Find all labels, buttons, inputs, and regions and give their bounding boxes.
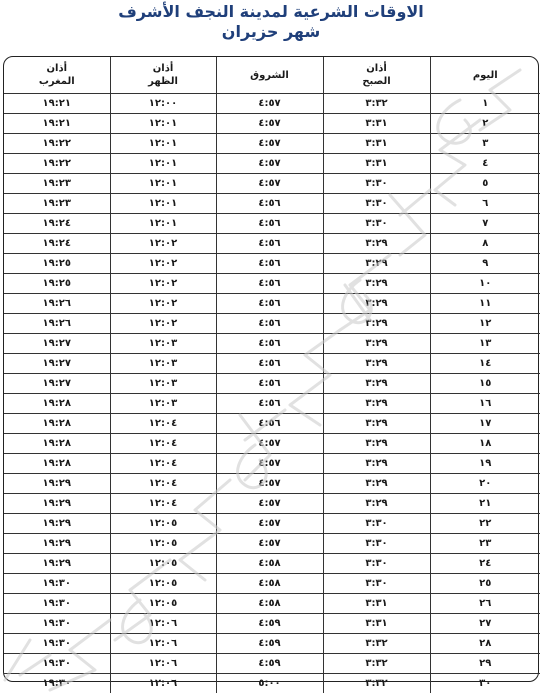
cell-fajr: ٣:٢٩ bbox=[323, 314, 430, 334]
cell-day: ١٤ bbox=[430, 354, 540, 374]
table-row bbox=[4, 454, 540, 474]
cell-maghrib: ١٩:٢٢ bbox=[4, 154, 110, 174]
cell-dhuhr: ١٢:٠٢ bbox=[110, 274, 216, 294]
cell-day: ٢٩ bbox=[430, 654, 540, 674]
cell-sunrise: ٤:٥٧ bbox=[216, 454, 323, 474]
cell-day: ١ bbox=[430, 94, 540, 114]
cell-dhuhr: ١٢:٠٤ bbox=[110, 434, 216, 454]
cell-sunrise: ٤:٥٦ bbox=[216, 354, 323, 374]
cell-dhuhr: ١٢:٠٢ bbox=[110, 254, 216, 274]
cell-fajr: ٣:٢٩ bbox=[323, 434, 430, 454]
cell-day: ٢٥ bbox=[430, 574, 540, 594]
cell-fajr: ٣:٢٩ bbox=[323, 354, 430, 374]
cell-maghrib: ١٩:٢٥ bbox=[4, 254, 110, 274]
table-header-row bbox=[4, 57, 540, 94]
cell-dhuhr: ١٢:٠١ bbox=[110, 194, 216, 214]
column-header-dhuhr-line2: الظهر bbox=[111, 75, 216, 88]
cell-dhuhr: ١٢:٠٤ bbox=[110, 454, 216, 474]
table-row bbox=[4, 674, 540, 693]
cell-fajr: ٣:٢٩ bbox=[323, 254, 430, 274]
cell-sunrise: ٤:٥٩ bbox=[216, 634, 323, 654]
cell-day: ٢٤ bbox=[430, 554, 540, 574]
cell-maghrib: ١٩:٢٨ bbox=[4, 454, 110, 474]
cell-sunrise: ٤:٥٧ bbox=[216, 494, 323, 514]
cell-day: ١٥ bbox=[430, 374, 540, 394]
table-body bbox=[4, 94, 540, 693]
cell-sunrise: ٤:٥٧ bbox=[216, 434, 323, 454]
cell-fajr: ٣:٣٠ bbox=[323, 174, 430, 194]
cell-dhuhr: ١٢:٠٥ bbox=[110, 574, 216, 594]
cell-day: ١٨ bbox=[430, 434, 540, 454]
column-header-fajr-line2: الصبح bbox=[324, 75, 430, 88]
table-row bbox=[4, 94, 540, 114]
cell-fajr: ٣:٣١ bbox=[323, 154, 430, 174]
cell-day: ٢٠ bbox=[430, 474, 540, 494]
cell-fajr: ٣:٣٢ bbox=[323, 674, 430, 693]
prayer-times-table bbox=[4, 57, 540, 693]
cell-fajr: ٣:٢٩ bbox=[323, 394, 430, 414]
cell-sunrise: ٤:٥٧ bbox=[216, 134, 323, 154]
cell-dhuhr: ١٢:٠٤ bbox=[110, 494, 216, 514]
cell-sunrise: ٤:٥٩ bbox=[216, 654, 323, 674]
cell-fajr: ٣:٣٠ bbox=[323, 554, 430, 574]
cell-fajr: ٣:٢٩ bbox=[323, 334, 430, 354]
cell-sunrise: ٤:٥٦ bbox=[216, 374, 323, 394]
cell-sunrise: ٤:٥٧ bbox=[216, 154, 323, 174]
table-row bbox=[4, 154, 540, 174]
cell-maghrib: ١٩:٢٧ bbox=[4, 334, 110, 354]
page-subtitle: شهر حزيران bbox=[0, 22, 542, 42]
table-row bbox=[4, 514, 540, 534]
cell-day: ١٣ bbox=[430, 334, 540, 354]
cell-sunrise: ٤:٥٧ bbox=[216, 114, 323, 134]
cell-fajr: ٣:٣٠ bbox=[323, 514, 430, 534]
column-header-fajr bbox=[323, 57, 430, 94]
cell-dhuhr: ١٢:٠٥ bbox=[110, 554, 216, 574]
cell-dhuhr: ١٢:٠٦ bbox=[110, 674, 216, 693]
cell-maghrib: ١٩:٣٠ bbox=[4, 574, 110, 594]
cell-day: ٣٠ bbox=[430, 674, 540, 693]
table-row bbox=[4, 314, 540, 334]
page-header bbox=[0, 0, 542, 50]
cell-maghrib: ١٩:٢١ bbox=[4, 114, 110, 134]
cell-sunrise: ٤:٥٦ bbox=[216, 394, 323, 414]
cell-sunrise: ٤:٥٦ bbox=[216, 234, 323, 254]
cell-dhuhr: ١٢:٠٢ bbox=[110, 294, 216, 314]
cell-day: ٣ bbox=[430, 134, 540, 154]
cell-fajr: ٣:٣٠ bbox=[323, 194, 430, 214]
cell-sunrise: ٤:٥٧ bbox=[216, 474, 323, 494]
cell-dhuhr: ١٢:٠١ bbox=[110, 134, 216, 154]
cell-maghrib: ١٩:٢٥ bbox=[4, 274, 110, 294]
cell-day: ١٢ bbox=[430, 314, 540, 334]
cell-maghrib: ١٩:٣٠ bbox=[4, 654, 110, 674]
cell-maghrib: ١٩:٢٩ bbox=[4, 494, 110, 514]
cell-sunrise: ٤:٥٨ bbox=[216, 554, 323, 574]
table-row bbox=[4, 274, 540, 294]
cell-dhuhr: ١٢:٠٣ bbox=[110, 334, 216, 354]
cell-dhuhr: ١٢:٠١ bbox=[110, 114, 216, 134]
table-row bbox=[4, 654, 540, 674]
cell-maghrib: ١٩:٢١ bbox=[4, 94, 110, 114]
cell-day: ٢٧ bbox=[430, 614, 540, 634]
column-header-day bbox=[430, 57, 540, 94]
cell-day: ١٠ bbox=[430, 274, 540, 294]
cell-sunrise: ٤:٥٦ bbox=[216, 294, 323, 314]
cell-day: ٧ bbox=[430, 214, 540, 234]
table-row bbox=[4, 634, 540, 654]
cell-dhuhr: ١٢:٠١ bbox=[110, 154, 216, 174]
cell-day: ٩ bbox=[430, 254, 540, 274]
cell-fajr: ٣:٢٩ bbox=[323, 234, 430, 254]
cell-fajr: ٣:٣٢ bbox=[323, 634, 430, 654]
cell-fajr: ٣:٢٩ bbox=[323, 494, 430, 514]
column-header-maghrib-line2: المغرب bbox=[4, 75, 110, 88]
cell-maghrib: ١٩:٢٧ bbox=[4, 374, 110, 394]
table-row bbox=[4, 374, 540, 394]
cell-sunrise: ٤:٥٦ bbox=[216, 194, 323, 214]
column-header-maghrib bbox=[4, 57, 110, 94]
cell-maghrib: ١٩:٢٨ bbox=[4, 414, 110, 434]
cell-sunrise: ٤:٥٦ bbox=[216, 314, 323, 334]
cell-fajr: ٣:٣١ bbox=[323, 114, 430, 134]
cell-dhuhr: ١٢:٠١ bbox=[110, 214, 216, 234]
table-row bbox=[4, 574, 540, 594]
cell-maghrib: ١٩:٢٩ bbox=[4, 534, 110, 554]
cell-maghrib: ١٩:٢٣ bbox=[4, 174, 110, 194]
cell-dhuhr: ١٢:٠٥ bbox=[110, 514, 216, 534]
cell-day: ٨ bbox=[430, 234, 540, 254]
cell-dhuhr: ١٢:٠٣ bbox=[110, 354, 216, 374]
column-header-sunrise bbox=[216, 57, 323, 94]
table-row bbox=[4, 594, 540, 614]
cell-maghrib: ١٩:٢٨ bbox=[4, 434, 110, 454]
cell-day: ٦ bbox=[430, 194, 540, 214]
cell-dhuhr: ١٢:٠٣ bbox=[110, 374, 216, 394]
column-header-sunrise-label: الشروق bbox=[250, 70, 289, 81]
column-header-maghrib-line1: أذان bbox=[4, 62, 110, 75]
table-row bbox=[4, 614, 540, 634]
cell-maghrib: ١٩:٢٢ bbox=[4, 134, 110, 154]
cell-maghrib: ١٩:٣٠ bbox=[4, 614, 110, 634]
cell-day: ٢١ bbox=[430, 494, 540, 514]
cell-fajr: ٣:٢٩ bbox=[323, 454, 430, 474]
cell-fajr: ٣:٢٩ bbox=[323, 474, 430, 494]
prayer-times-table-frame bbox=[3, 56, 539, 682]
cell-dhuhr: ١٢:٠٥ bbox=[110, 594, 216, 614]
cell-sunrise: ٤:٥٨ bbox=[216, 574, 323, 594]
table-row bbox=[4, 114, 540, 134]
cell-day: ٢٦ bbox=[430, 594, 540, 614]
cell-sunrise: ٤:٥٧ bbox=[216, 94, 323, 114]
cell-fajr: ٣:٢٩ bbox=[323, 414, 430, 434]
cell-sunrise: ٤:٥٧ bbox=[216, 174, 323, 194]
table-row bbox=[4, 474, 540, 494]
cell-fajr: ٣:٢٩ bbox=[323, 294, 430, 314]
cell-day: ١٦ bbox=[430, 394, 540, 414]
cell-sunrise: ٤:٥٦ bbox=[216, 254, 323, 274]
cell-fajr: ٣:٣٠ bbox=[323, 214, 430, 234]
cell-dhuhr: ١٢:٠٤ bbox=[110, 474, 216, 494]
cell-fajr: ٣:٣٠ bbox=[323, 534, 430, 554]
cell-maghrib: ١٩:٢٩ bbox=[4, 554, 110, 574]
cell-fajr: ٣:٣١ bbox=[323, 594, 430, 614]
cell-dhuhr: ١٢:٠٦ bbox=[110, 654, 216, 674]
cell-day: ١١ bbox=[430, 294, 540, 314]
table-row bbox=[4, 434, 540, 454]
table-row bbox=[4, 414, 540, 434]
cell-fajr: ٣:٢٩ bbox=[323, 274, 430, 294]
cell-day: ٢٨ bbox=[430, 634, 540, 654]
cell-day: ٥ bbox=[430, 174, 540, 194]
cell-day: ٢ bbox=[430, 114, 540, 134]
cell-day: ٢٣ bbox=[430, 534, 540, 554]
cell-dhuhr: ١٢:٠٦ bbox=[110, 614, 216, 634]
cell-maghrib: ١٩:٢٦ bbox=[4, 294, 110, 314]
table-row bbox=[4, 254, 540, 274]
page-title: الاوقات الشرعية لمدينة النجف الأشرف bbox=[0, 2, 542, 22]
cell-fajr: ٣:٣١ bbox=[323, 614, 430, 634]
cell-dhuhr: ١٢:٠٢ bbox=[110, 234, 216, 254]
cell-sunrise: ٤:٥٦ bbox=[216, 214, 323, 234]
table-row bbox=[4, 534, 540, 554]
cell-dhuhr: ١٢:٠٠ bbox=[110, 94, 216, 114]
cell-maghrib: ١٩:٣٠ bbox=[4, 634, 110, 654]
table-row bbox=[4, 294, 540, 314]
cell-dhuhr: ١٢:٠٣ bbox=[110, 394, 216, 414]
cell-sunrise: ٤:٥٧ bbox=[216, 514, 323, 534]
table-row bbox=[4, 194, 540, 214]
cell-sunrise: ٤:٥٦ bbox=[216, 334, 323, 354]
column-header-fajr-line1: أذان bbox=[324, 62, 430, 75]
table-header bbox=[4, 57, 540, 94]
cell-maghrib: ١٩:٣٠ bbox=[4, 594, 110, 614]
column-header-day-label: اليوم bbox=[473, 70, 498, 81]
column-header-dhuhr-line1: أذان bbox=[111, 62, 216, 75]
cell-fajr: ٣:٣٢ bbox=[323, 94, 430, 114]
table-row bbox=[4, 334, 540, 354]
cell-dhuhr: ١٢:٠٥ bbox=[110, 534, 216, 554]
cell-day: ٢٢ bbox=[430, 514, 540, 534]
table-row bbox=[4, 214, 540, 234]
cell-maghrib: ١٩:٢٣ bbox=[4, 194, 110, 214]
cell-fajr: ٣:٢٩ bbox=[323, 374, 430, 394]
cell-fajr: ٣:٣٢ bbox=[323, 654, 430, 674]
column-header-dhuhr bbox=[110, 57, 216, 94]
cell-maghrib: ١٩:٢٧ bbox=[4, 354, 110, 374]
cell-sunrise: ٤:٥٧ bbox=[216, 534, 323, 554]
cell-maghrib: ١٩:٢٦ bbox=[4, 314, 110, 334]
table-row bbox=[4, 354, 540, 374]
cell-day: ١٧ bbox=[430, 414, 540, 434]
cell-sunrise: ٤:٥٨ bbox=[216, 594, 323, 614]
cell-day: ١٩ bbox=[430, 454, 540, 474]
table-row bbox=[4, 174, 540, 194]
table-row bbox=[4, 494, 540, 514]
cell-maghrib: ١٩:٢٤ bbox=[4, 234, 110, 254]
table-row bbox=[4, 134, 540, 154]
cell-maghrib: ١٩:٢٩ bbox=[4, 474, 110, 494]
table-row bbox=[4, 234, 540, 254]
cell-dhuhr: ١٢:٠٦ bbox=[110, 634, 216, 654]
cell-sunrise: ٤:٥٦ bbox=[216, 274, 323, 294]
cell-fajr: ٣:٣١ bbox=[323, 134, 430, 154]
cell-sunrise: ٤:٥٩ bbox=[216, 614, 323, 634]
table-row bbox=[4, 394, 540, 414]
cell-maghrib: ١٩:٢٩ bbox=[4, 514, 110, 534]
cell-sunrise: ٥:٠٠ bbox=[216, 674, 323, 693]
cell-sunrise: ٤:٥٦ bbox=[216, 414, 323, 434]
cell-maghrib: ١٩:٣٠ bbox=[4, 674, 110, 693]
cell-dhuhr: ١٢:٠١ bbox=[110, 174, 216, 194]
cell-dhuhr: ١٢:٠٢ bbox=[110, 314, 216, 334]
cell-maghrib: ١٩:٢٨ bbox=[4, 394, 110, 414]
table-row bbox=[4, 554, 540, 574]
cell-dhuhr: ١٢:٠٤ bbox=[110, 414, 216, 434]
cell-maghrib: ١٩:٢٤ bbox=[4, 214, 110, 234]
cell-fajr: ٣:٣٠ bbox=[323, 574, 430, 594]
cell-day: ٤ bbox=[430, 154, 540, 174]
